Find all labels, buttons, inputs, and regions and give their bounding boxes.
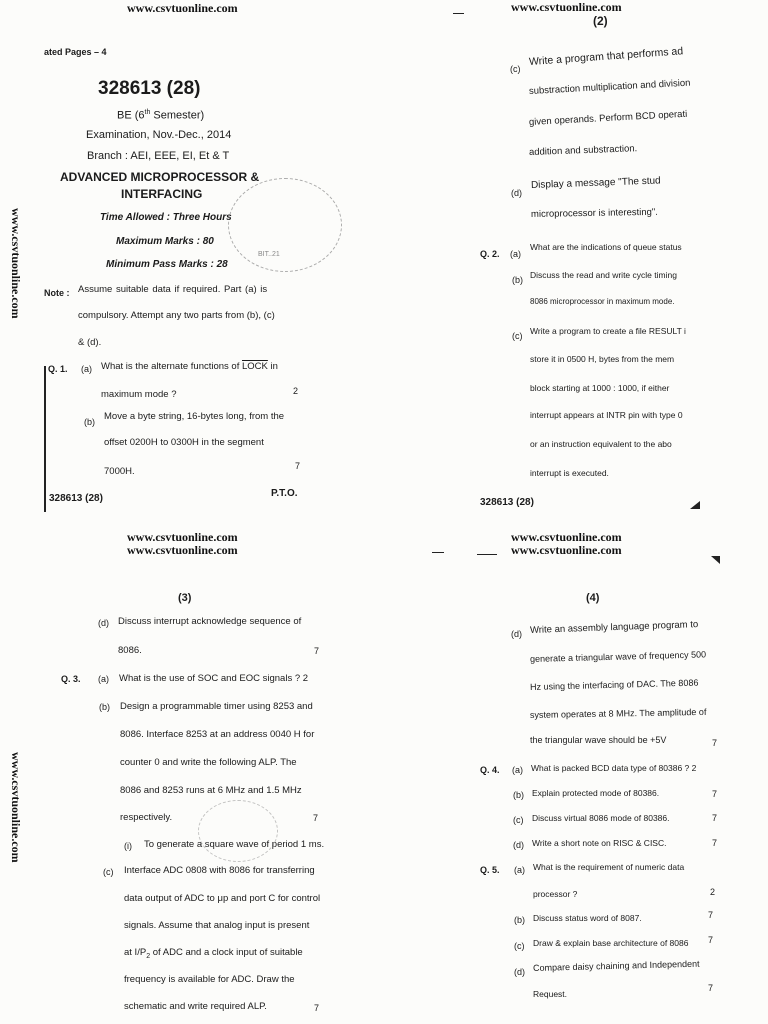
q5b-text-1: Discuss status word of 8087. — [533, 913, 642, 923]
q3c-text-4-sub: 2 — [146, 952, 151, 960]
q4b-text-1: Explain protected mode of 80386. — [532, 788, 660, 798]
footer-paper-code: 328613 (28) — [480, 497, 534, 508]
q3-label: Q. 3. — [61, 674, 81, 684]
page-4 — [384, 512, 768, 1024]
q2a-label: (a) — [510, 249, 521, 259]
note-text-3: & (d). — [78, 337, 102, 348]
q3c-text-1: Interface ADC 0808 with 8086 for transferring — [124, 865, 315, 876]
watermark-url-top: www.csvtuonline.com — [511, 0, 622, 14]
q2d-text-1: Discuss interrupt acknowledge sequence of — [118, 616, 302, 627]
q2d-label: (d) — [98, 618, 109, 628]
q4-label: Q. 4. — [480, 765, 500, 775]
course: BE (6th Semester) — [117, 109, 205, 122]
note-label: Note : — [44, 288, 70, 298]
q4a-text-1: What is packed BCD data type of 80386 ? 2 — [531, 763, 697, 773]
university-stamp — [228, 178, 342, 272]
university-stamp — [198, 800, 278, 862]
q2c-text-5: or an instruction equivalent to the abo — [530, 439, 672, 449]
q2b-text-2: 8086 microprocessor in maximum mode. — [530, 297, 675, 306]
q5b-label: (b) — [514, 915, 525, 925]
q1a-text-1 — [101, 361, 278, 372]
q1a-label: (a) — [81, 364, 92, 374]
q1b-text-1: Move a byte string, 16-bytes long, from the — [104, 411, 285, 422]
page-number: (4) — [586, 592, 600, 604]
scan-mark — [432, 552, 444, 553]
q5-label: Q. 5. — [480, 865, 500, 875]
q3d-label: (d) — [511, 629, 522, 639]
q3b-i-text: To generate a square wave of period 1 ms. — [144, 839, 325, 850]
q1c-text-4: addition and substraction. — [528, 143, 638, 158]
q5b-marks: 7 — [708, 910, 714, 920]
q3b-text-5: respectively. — [120, 812, 173, 823]
q3b-text-1: Design a programmable timer using 8253 and — [120, 701, 313, 712]
pto: P.T.O. — [271, 488, 298, 499]
q3b-label: (b) — [99, 702, 110, 712]
q1a-text-1-pre: What is the alternate functions of — [101, 361, 240, 372]
q2c-text-3: block starting at 1000 : 1000, if either — [530, 383, 670, 393]
q5a-text-1: What is the requirement of numeric data — [533, 862, 685, 872]
q2b-text-1: Discuss the read and write cycle timing — [530, 270, 677, 280]
q5a-text-2: processor ? — [533, 889, 578, 899]
q2c-text-1: Write a program to create a file RESULT i — [530, 326, 686, 336]
q3c-text-5: frequency is available for ADC. Draw the — [124, 974, 295, 985]
lock-signal: LOCK — [242, 361, 268, 372]
q4d-marks: 7 — [712, 838, 718, 848]
watermark-url-top-2: www.csvtuonline.com — [511, 543, 622, 557]
scan-mark — [453, 13, 464, 14]
q1a-marks: 2 — [293, 386, 299, 396]
page-3 — [0, 512, 384, 1024]
exam-session: Examination, Nov.-Dec., 2014 — [86, 129, 232, 141]
scan-mark-2 — [477, 554, 497, 555]
q4c-text-1: Discuss virtual 8086 mode of 80386. — [532, 813, 670, 823]
branch: Branch : AEI, EEE, EI, Et & T — [87, 150, 230, 162]
printed-pages: ated Pages – 4 — [44, 47, 107, 57]
watermark-url-side-left: www.csvtuonline.com — [9, 752, 23, 863]
q1c-label: (c) — [510, 64, 521, 74]
q1-label: Q. 1. — [48, 364, 68, 374]
q3b-marks: 7 — [313, 813, 319, 823]
q3a-label: (a) — [98, 674, 109, 684]
note-text-2: compulsory. Attempt any two parts from (b), (c) — [78, 310, 275, 321]
page-2 — [384, 0, 768, 512]
q3d-marks: 7 — [712, 738, 718, 748]
q5d-label: (d) — [514, 967, 525, 977]
q5c-marks: 7 — [708, 935, 714, 945]
q1c-text-1: Write a program that performs ad — [528, 45, 684, 68]
watermark-url-top: www.csvtuonline.com — [127, 530, 238, 544]
q2c-text-6: interrupt is executed. — [530, 468, 609, 478]
subject-title-line1: ADVANCED MICROPROCESSOR & — [60, 170, 260, 184]
q1a-text-2: maximum mode ? — [101, 389, 177, 400]
q4d-text-1: Write a short note on RISC & CISC. — [532, 838, 667, 848]
q2c-label: (c) — [512, 331, 523, 341]
q4b-marks: 7 — [712, 789, 718, 799]
q2d-marks: 7 — [314, 646, 320, 656]
q3c-text-2: data output of ADC to μp and port C for control — [124, 893, 321, 904]
q5c-text-1: Draw & explain base architecture of 8086 — [533, 938, 689, 948]
q3d-text-4: system operates at 8 MHz. The amplitude of — [529, 706, 707, 720]
q3d-text-5: the triangular wave should be +5V — [530, 735, 667, 745]
q3b-i-label: (i) — [124, 841, 132, 851]
time-allowed: Time Allowed : Three Hours — [100, 212, 232, 223]
q1d-text-1: Display a message "The stud — [530, 175, 661, 191]
q3c-text-4-pre: at I/P — [124, 947, 147, 958]
watermark-url-top: www.csvtuonline.com — [127, 1, 238, 15]
q4c-marks: 7 — [712, 813, 718, 823]
q1a-text-1-post: in — [270, 361, 278, 372]
note-text-1: Assume suitable data if required. Part (a) is — [78, 284, 268, 295]
paper-code: 328613 (28) — [98, 78, 201, 99]
q3c-marks: 7 — [314, 1003, 320, 1013]
page-1 — [0, 0, 384, 512]
scan-corner-mark — [711, 556, 720, 564]
q1d-label: (d) — [511, 188, 522, 198]
q3c-label: (c) — [103, 867, 114, 877]
q1b-label: (b) — [84, 417, 95, 427]
q2a-text-1: What are the indications of queue status — [530, 242, 682, 252]
q2c-text-2: store it in 0500 H, bytes from the mem — [530, 354, 675, 364]
q5d-text-2: Request. — [533, 989, 568, 999]
q3c-text-4 — [124, 947, 303, 960]
q2-label: Q. 2. — [480, 249, 500, 259]
maximum-marks: Maximum Marks : 80 — [116, 236, 214, 247]
subject-title-line2: INTERFACING — [121, 187, 203, 201]
q1b-text-3: 7000H. — [104, 466, 135, 477]
q1c-text-2: substraction multiplication and division — [528, 77, 691, 97]
q1b-text-2: offset 0200H to 0300H in the segment — [104, 437, 264, 448]
q3d-text-1: Write an assembly language program to — [529, 619, 699, 636]
q4b-label: (b) — [513, 790, 524, 800]
q2b-label: (b) — [512, 275, 523, 285]
q3d-text-3: Hz using the interfacing of DAC. The 8086 — [529, 677, 699, 692]
page-number: (2) — [593, 14, 608, 28]
q5a-label: (a) — [514, 865, 525, 875]
q3c-text-6: schematic and write required ALP. — [124, 1001, 267, 1012]
page-number: (3) — [178, 592, 192, 604]
minimum-pass-marks: Minimum Pass Marks : 28 — [106, 259, 228, 270]
q5c-label: (c) — [514, 941, 525, 951]
watermark-url-side-left: www.csvtuonline.com — [9, 208, 23, 319]
watermark-url-top-2: www.csvtuonline.com — [127, 543, 238, 557]
q4c-label: (c) — [513, 815, 524, 825]
q3d-text-2: generate a triangular wave of frequency 500 — [529, 649, 707, 664]
q5d-marks: 7 — [708, 983, 714, 993]
q3c-text-4-post: of ADC and a clock input of suitable — [150, 947, 303, 958]
q4a-label: (a) — [512, 765, 523, 775]
q1b-marks: 7 — [295, 461, 301, 471]
stamp-text: BIT..21 — [258, 251, 280, 258]
q1c-text-3: given operands. Perform BCD operati — [528, 108, 688, 128]
q5d-text-1: Compare daisy chaining and Independent — [532, 958, 700, 973]
q3b-text-2: 8086. Interface 8253 at an address 0040 H for — [120, 729, 315, 740]
scan-corner-mark — [690, 501, 700, 509]
q3b-text-3: counter 0 and write the following ALP. The — [120, 757, 297, 768]
q2d-text-2: 8086. — [118, 645, 142, 656]
q3c-text-3: signals. Assume that analog input is present — [124, 920, 310, 931]
q2c-text-4: interrupt appears at INTR pin with type 0 — [530, 410, 683, 420]
q4d-label: (d) — [513, 840, 524, 850]
footer-paper-code: 328613 (28) — [49, 493, 103, 504]
q3a-text-1: What is the use of SOC and EOC signals ? 2 — [119, 673, 309, 684]
q3b-text-4: 8086 and 8253 runs at 6 MHz and 1.5 MHz — [120, 785, 302, 796]
q1d-text-2: microprocessor is interesting". — [530, 206, 658, 220]
watermark-url-top: www.csvtuonline.com — [511, 530, 622, 544]
page-edge-line — [44, 366, 46, 531]
q5a-marks: 2 — [710, 887, 716, 897]
